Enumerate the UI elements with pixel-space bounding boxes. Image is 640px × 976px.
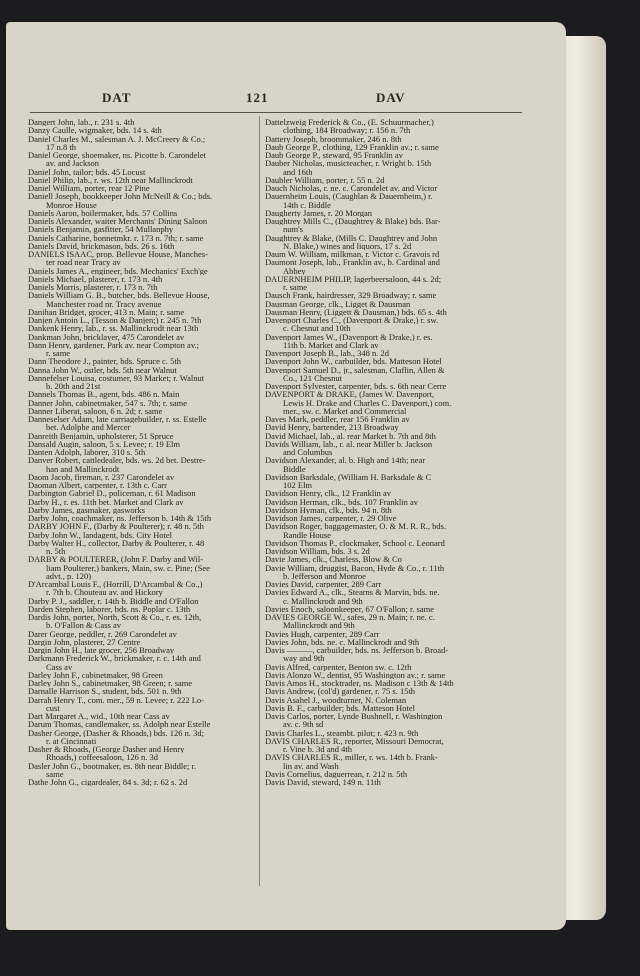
directory-entry-line: Davenport Joseph B., lab., 348 n. 2d [265, 349, 389, 358]
directory-entry-line: Davie William, druggist, Bacon, Hyde & Co., r. 11th [265, 563, 445, 572]
directory-entry-line: Davis Alfred, carpenter, Benton sw. c. 12th [265, 662, 412, 671]
directory-entry-line: r. same [283, 283, 308, 292]
directory-entry-line: Dannels Thomas B., agent, bds. 486 n. Main [28, 390, 180, 399]
directory-entry-line: Dansald Augin, saloon, 5 s. Levee; r. 19 Elm [28, 439, 181, 448]
directory-entry-line: Daniel Charles M., salesman A. J. McCreery & Co.; [28, 134, 206, 143]
directory-entry-line: Darden Stephen, laborer, bds. ns. Poplar c. 13th [28, 604, 191, 613]
page-number: 121 [246, 90, 269, 105]
directory-entry-line: Davidson Hyman, clk., bds. 94 n. 8th [265, 505, 392, 514]
header-right-guide: DAV [376, 90, 406, 105]
directory-entry-line: Darby H., r. es. 11th bet. Market and Clark av [28, 497, 184, 506]
directory-entry-line: Dattelzweig Frederick & Co., (E. Schuurmacher,) [265, 118, 434, 127]
directory-entry-line: Darer George, peddler, r. 269 Carondelet av [28, 629, 177, 638]
directory-entry-line: Danjen Antoin L., (Tesson & Danjen;) r. 245 n. 7th [28, 316, 202, 325]
directory-entry-line: Dathe John G., cigardealer, 84 s. 3d; r. 62 s. 2d [28, 778, 188, 787]
directory-entry-line: Daoman Albert, carpenter, r. 13th c. Carr [28, 481, 167, 490]
directory-entry-line: 14th c. Biddle [283, 200, 331, 209]
directory-entry-line: clothing, 184 Broadway; r. 156 n. 7th [283, 126, 411, 135]
directory-entry-line: Davids William, lab., r. al. near Miller b. Jackson [265, 439, 433, 448]
directory-entry-line: Darby John, coachmaker, ns. Jefferson b. 14th & 15th [28, 514, 212, 523]
directory-entry-line: Daughtrey & Blake, (Mills C. Daughtrey and John [265, 233, 438, 242]
directory-entry-line: av. c. 9th sd [283, 720, 324, 729]
directory-entry-line: Mallinckrodt and 9th [283, 621, 355, 630]
directory-entry-line: Davies Edward A., clk., Stearns & Marvin, bds. ne. [265, 588, 440, 597]
directory-entry-line: DARBY & POULTERER, (John F. Darby and Wil- [28, 555, 204, 564]
directory-entry-line: Dasler John G., bootmaker, es. 8th near Biddle; r. [28, 761, 196, 770]
directory-entry-line: DAVIES GEORGE W., safes, 29 n. Main; r. ne. c. [265, 613, 435, 622]
directory-entry-line: and 16th [283, 167, 313, 176]
directory-entry-line: Davies David, carpenter, 289 Carr [265, 580, 382, 589]
directory-entry-line: Dausman George, clk., Ligget & Dausman [265, 299, 411, 308]
directory-entry-line: Davis B. F., carbuilder; bds. Matteson Hotel [265, 703, 415, 712]
directory-entry-line: b. Jefferson and Monroe [283, 571, 366, 580]
directory-entry-line: Dargin John, plasterer, 27 Centre [28, 637, 141, 646]
directory-entry-line: Randle House [283, 530, 331, 539]
directory-entry-line: Dankenk Henry, lab., r. ss. Mallinckrodt near 13th [28, 324, 199, 333]
directory-entry-line: Darby Walter H., collector, Darby & Poulterer, r. 48 [28, 538, 205, 547]
directory-entry-line: Cass av [46, 662, 73, 671]
directory-entry-line: Daubler William, porter, r. 55 n. 2d [265, 175, 385, 184]
directory-entry-line: DANIELS ISAAC, prop. Bellevue House, Manches- [28, 250, 208, 259]
directory-entry-line: Dauber Nicholas, musicteacher, r. Wright b. 15th [265, 159, 432, 168]
directory-entry-line: 11th b. Market and Clark av [283, 340, 379, 349]
right-column [265, 118, 497, 786]
directory-entry-line: Dart Margaret A., wid., 10th near Cass av [28, 712, 170, 721]
directory-entry-line: Davie James, clk., Charless, Blow & Co [265, 555, 402, 564]
directory-entry-line: Daniels Catharine, bonnetmkr. r. 173 n. 7th; r. same [28, 233, 204, 242]
directory-entry-line: Darby James, gasmaker, gasworks [28, 505, 145, 514]
directory-entry-line: mer., sw. c. Market and Commercial [283, 406, 407, 415]
directory-entry-line: Davidson Henry, clk., 12 Franklin av [265, 489, 391, 498]
directory-entry-line: Daniels William G. B., butcher, bds. Bellevue House, [28, 291, 210, 300]
directory-entry-line: Dargin John H., late grocer, 256 Broadway [28, 646, 175, 655]
directory-entry-line: DARBY JOHN F., (Darby & Poulterer); r. 48 n. 5th [28, 522, 204, 531]
directory-entry-line: Davidson Alexander, al. b. High and 14th; near [265, 456, 426, 465]
directory-entry-line: Monroe House [46, 200, 97, 209]
directory-entry-line: Daumont Joseph, lab., Franklin av., b. Cardinal and [265, 258, 440, 267]
directory-entry-line: Daniels Morris, plasterer, r. 173 n. 7th [28, 283, 158, 292]
page-header [6, 90, 546, 106]
directory-entry-line: DAVIS CHARLES R., reporter, Missouri Democrat, [265, 736, 444, 745]
directory-entry-line: D'Arcambal Louis F., (Horrill, D'Arcambal & Co.,) [28, 580, 203, 589]
directory-entry-line: 17 n.8 th [46, 142, 76, 151]
directory-entry-line: Davis Asahel J., woodturner, N. Coleman [265, 695, 407, 704]
directory-entry-line: Danzy Caulle, wigmaker, bds. 14 s. 4th [28, 126, 162, 135]
directory-entry-line: Davidson Herman, clk., bds. 107 Franklin av [265, 497, 418, 506]
directory-entry-line: Dasher & Rhoads, (George Dasher and Henry [28, 745, 185, 754]
directory-entry-line: r. same [46, 349, 71, 358]
directory-entry-line: Daniell Joseph, bookkeeper John McNeill & Co.; bds. [28, 192, 213, 201]
directory-entry-line: David Henry, bartender, 213 Broadway [265, 423, 399, 432]
directory-entry-line: Davis Cornelius, daguerrean, r. 212 n. 5th [265, 769, 408, 778]
directory-entry-line: Davenport Samuel D., jr., salesman, Claflin, Allen & [265, 365, 445, 374]
directory-entry-line: DAVENPORT & DRAKE, (James W. Davenport, [265, 390, 435, 399]
directory-entry-line: Davidson Barksdale, (William H. Barksdale & C [265, 472, 432, 481]
directory-entry-line: r. Vine b. 3d and 4th [283, 745, 352, 754]
directory-entry-line: Daniels David, brickmason, bds. 26 s. 16th [28, 241, 175, 250]
directory-entry-line: Davenport John W., carbuilder, bds. Matteson Hotel [265, 357, 442, 366]
directory-entry-line: Danten Adolph, laborer, 310 s. 5th [28, 448, 146, 457]
directory-entry-line: Co., 121 Chesnut [283, 373, 343, 382]
directory-entry-line: lin av. and Wash [283, 761, 339, 770]
directory-entry-line: Davis David, steward, 149 n. 11th [265, 778, 381, 787]
directory-entry-line: Daniel George, shoemaker, ns. Picotte b. Carondelet [28, 151, 206, 160]
directory-entry-line: b. 20th and 21st [46, 382, 101, 391]
directory-entry-line: c. Mallinckrodt and 9th [283, 596, 363, 605]
directory-entry-line: Davies John, bds. ne. c. Mallinckrodt and 9th [265, 637, 420, 646]
directory-entry-line: Davenport Sylvester, carpenter, bds. s. 6th near Cerre [265, 382, 447, 391]
directory-entry-line: Dausman Henry, (Liggett & Dausman,) bds. 65 s. 4th [265, 307, 447, 316]
directory-entry-line: Daugherty James, r. 20 Morgan [265, 208, 373, 217]
directory-entry-line: Dattery Joseph, broommaker, 246 n. 8th [265, 134, 402, 143]
directory-entry-line: Dasher George, (Dasher & Rhoads,) bds. 126 n. 3d; [28, 728, 204, 737]
directory-entry-line: Davis Andrew, (col'd) gardener, r. 75 s. 15th [265, 687, 416, 696]
directory-entry-line: Davidson Thomas P., clockmaker, School c. Leonard [265, 538, 445, 547]
directory-entry-line: r. 7th b. Chouteau av. and Hickory [46, 588, 163, 597]
directory-entry-line: b. O'Fallon & Cass av [46, 621, 121, 630]
directory-entry-line: N. Blake,) wines and liquors, 17 s. 2d [283, 241, 412, 250]
directory-entry-line: Davidson William, bds. 3 s. 2d [265, 547, 370, 556]
directory-entry-line: Dann Theodore J., painter, bds. Spruce c. 5th [28, 357, 181, 366]
left-column [28, 118, 260, 786]
directory-entry-line: Daniel Philip, lab., r. ws. 12th near Mallinckrodt [28, 175, 193, 184]
directory-entry-line: Daughtrey Mills C., (Daughtrey & Blake) bds. Bar- [265, 217, 441, 226]
directory-entry-line: Danihan Bridget, grocer, 413 n. Main; r. same [28, 307, 185, 316]
directory-entry-line: Daum W. William, milkman, r. Victor c. Gravois rd [265, 250, 440, 259]
directory-entry-line: 102 Elm [283, 481, 313, 490]
directory-entry-line: av. and Jackson [46, 159, 100, 168]
directory-entry-line: bet. Adolphe and Mercer [46, 423, 131, 432]
directory-entry-line: Darrah Henry T., com. mer., 59 n. Levee; r. 222 Lo- [28, 695, 205, 704]
directory-entry-line: Davis Alonzo W., dentist, 95 Washington av.; r. same [265, 670, 446, 679]
directory-entry-line: Daniels Aaron, boilermaker, bds. 57 Collins [28, 208, 178, 217]
directory-entry-line: DAUERNHEIM PHILIP, lagerbeersaloon, 44 s. 2d; [265, 274, 442, 283]
directory-entry-line: Dausch Frank, hairdresser, 329 Broadway; r. same [265, 291, 437, 300]
directory-entry-line: advt., p. 120) [46, 571, 92, 580]
directory-entry-line: Danner John, cabinetmaker, 547 s. 7th; r. same [28, 398, 187, 407]
header-left-guide: DAT [102, 90, 132, 105]
directory-entry-line: Danner Liberat, saloon, 6 n. 2d; r. same [28, 406, 163, 415]
directory-entry-line: Darkmann Frederick W., brickmaker, r. c. 14th and [28, 654, 201, 663]
directory-entry-line: Abbey [283, 266, 306, 275]
directory-entry-line: Dardis John, porter, North, Scott & Co., r. es. 12th, [28, 613, 202, 622]
directory-entry-line: Daniels James A., engineer, bds. Mechanics' Exch'ge [28, 266, 208, 275]
directory-entry-line: Davis Charles L., steambt. pilot; r. 423 n. 9th [265, 728, 419, 737]
directory-entry-line: Darley John S., cabinetmaker, 98 Green; r. same [28, 679, 193, 688]
directory-entry-line: ter road near Tracy av [46, 258, 121, 267]
directory-entry-line: Davies Hugh, carpenter, 289 Carr [265, 629, 380, 638]
directory-entry-line: Dannefelser Louisa, costumer, 93 Market; r. Walnut [28, 373, 205, 382]
header-rule [30, 112, 522, 113]
directory-entry-line: Dauernheim Louis, (Caughlan & Dauernheim,) r. [265, 192, 433, 201]
directory-entry-line: Daniels Alexander, waiter Merchants' Dining Saloon [28, 217, 208, 226]
directory-entry-line: Dankman John, bricklayer, 475 Carondelet av [28, 332, 185, 341]
directory-entry-line: Darby P. J., saddler, r. 14th b. Biddle and O'Fallon [28, 596, 199, 605]
directory-entry-line: Dann Henry, gardener, Park av. near Compton av.; [28, 340, 200, 349]
directory-entry-line: and Columbus [283, 448, 333, 457]
directory-entry-line: DAVIS CHARLES R., miller, r. ws. 14th b. Frank- [265, 753, 438, 762]
directory-entry-line: Darnalle Harrison S., student, bds. 501 n. 9th [28, 687, 182, 696]
directory-entry-line: Dauch Nicholas, r. ne. c. Carondelet av. and Victor [265, 184, 438, 193]
directory-entry-line: Darley John F., cabinetmaker, 98 Green [28, 670, 163, 679]
directory-entry-line: Dangert John, lab., r. 231 s. 4th [28, 118, 135, 127]
directory-entry-line: Daniel William, porter, rear 12 Pine [28, 184, 150, 193]
directory-entry-line: Davidson James, carpenter, r. 29 Olive [265, 514, 397, 523]
directory-entry-line: n. 5th [46, 547, 66, 556]
directory-entry-line: Rhoads,) coffeesaloon, 126 n. 3d [46, 753, 158, 762]
directory-entry-line: Davis ———, carbuilder, bds. ns. Jefferson b. Broad- [265, 646, 449, 655]
directory-entry-line: Daniels Michael, plasterer, r. 173 n. 4th [28, 274, 163, 283]
directory-entry-line: liam Poulterer,) bankers, Main, sw. c. Pine; (See [46, 563, 210, 572]
directory-entry-line: num's [283, 225, 303, 234]
directory-entry-line: Daniel John, tailor; bds. 45 Locust [28, 167, 146, 176]
directory-entry-line: Daub George P., steward, 95 Franklin av [265, 151, 403, 160]
directory-entry-line: Darby John W., landagent, bds. City Hotel [28, 530, 173, 539]
directory-page [6, 22, 566, 930]
directory-entry-line: Danneselser Adam, late carriagebuilder, r. ss. Estelle [28, 415, 207, 424]
directory-entry-line: same [46, 769, 64, 778]
directory-entry-line: Daom Jacob, fireman, r. 237 Carondelet av [28, 472, 175, 481]
directory-entry-line: Davies Enoch, saloonkeeper, 67 O'Fallon; r. same [265, 604, 435, 613]
directory-entry-line: Danver Robert, cattledealer, bds. ws. 2d bet. Destre- [28, 456, 206, 465]
directory-entry-line: han and Mallinckrodt [46, 464, 120, 473]
directory-entry-line: Biddle [283, 464, 306, 473]
directory-entry-line: Daub George P., clothing, 129 Franklin av.; r. same [265, 142, 439, 151]
directory-entry-line: Daniels Benjamin, gasfitter, 54 Mullanphy [28, 225, 174, 234]
directory-entry-line: Davis Amos H., stocktrader, ns. Madison c 13th & 14th [265, 679, 454, 688]
directory-entry-line: Lewis H. Drake and Charles C. Davenport,) com. [283, 398, 452, 407]
directory-entry-line: cust [46, 703, 60, 712]
directory-entry-line: way and 9th [283, 654, 325, 663]
directory-entry-line: Davidson Roger, baggagemaster, O. & M. R. R., bds. [265, 522, 447, 531]
directory-entry-line: David Michael, lab., al. rear Market b. 7th and 8th [265, 431, 436, 440]
directory-entry-line: Davenport Charles C., (Davenport & Drake,) r. sw. [265, 316, 439, 325]
directory-entry-line: Davenport James W., (Davenport & Drake,) r. es. [265, 332, 433, 341]
directory-entry-line: Manchester road nr. Tracy avenue [46, 299, 162, 308]
directory-entry-line: c. Chesnut and 10th [283, 324, 351, 333]
directory-entry-line: r. at Cincinnati [46, 736, 97, 745]
directory-entry-line: Danreith Benjamin, upholsterer, 51 Spruce [28, 431, 174, 440]
directory-entry-line: Danna John W., ostler, bds. 5th near Walnut [28, 365, 177, 374]
directory-entry-line: Daves Mark, peddler, rear 156 Franklin av [265, 415, 410, 424]
directory-entry-line: Darum Thomas, candlemaker, ss. Adolph near Estelle [28, 720, 211, 729]
directory-entry-line: Darbington Gabriel D., policeman, r. 61 Madison [28, 489, 196, 498]
directory-entry-line: Davis Carlos, porter, Lynde Bushnell, r. Washington [265, 712, 443, 721]
